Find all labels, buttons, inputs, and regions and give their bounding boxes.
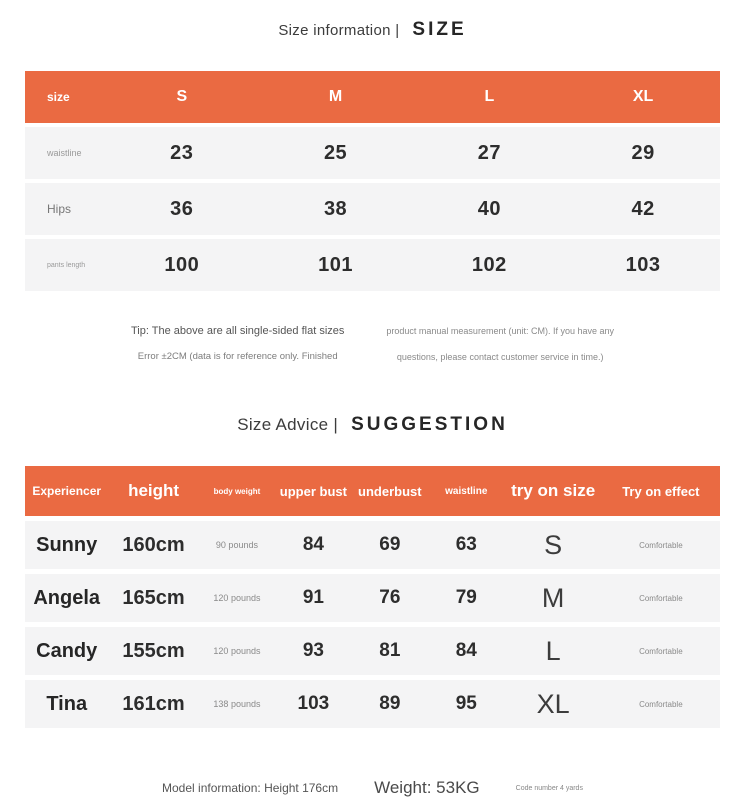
advice-title-text: Size Advice | <box>237 415 339 434</box>
col-try-on-effect: Try on effect <box>622 483 700 499</box>
tip-left-column <box>131 318 344 370</box>
cell-body-weight: 120 pounds <box>213 593 261 603</box>
cell-body-weight: 90 pounds <box>215 540 258 550</box>
cell-try-on-effect: Comfortable <box>639 593 683 603</box>
cell-try-on-effect: Comfortable <box>639 646 683 656</box>
cell-name: Candy <box>36 639 98 662</box>
cell-try-on-effect: Comfortable <box>639 699 683 709</box>
advice-table-header <box>25 466 720 516</box>
size-col-m: M <box>328 88 343 105</box>
size-title-text: Size information | <box>278 22 400 39</box>
cell-value: 102 <box>471 253 507 276</box>
size-table <box>25 71 720 291</box>
cell-waistline: 84 <box>455 640 477 661</box>
table-row-waistline <box>25 127 720 179</box>
advice-row-sunny <box>25 521 720 569</box>
size-title-strong: SIZE <box>412 19 467 40</box>
cell-try-on-effect: Comfortable <box>639 540 683 550</box>
tip-line: product manual measurement (unit: CM). If you have any <box>386 326 614 336</box>
size-col-s: S <box>176 88 188 105</box>
tip-right-column <box>386 318 614 370</box>
cell-upper-bust: 84 <box>302 534 324 555</box>
advice-title-strong: SUGGESTION <box>351 414 508 435</box>
cell-try-on-size: XL <box>536 688 570 719</box>
table-row-pants-length <box>25 239 720 291</box>
cell-underbust: 76 <box>379 587 401 608</box>
advice-row-tina <box>25 680 720 728</box>
model-info-text: Model information: Height 176cm <box>162 781 339 795</box>
col-body-weight: body weight <box>213 486 261 496</box>
model-info-footer <box>0 778 745 798</box>
advice-section-title <box>0 414 745 436</box>
cell-body-weight: 138 pounds <box>213 699 261 709</box>
cell-value: 103 <box>625 253 661 276</box>
cell-height: 155cm <box>122 639 185 662</box>
cell-value: 29 <box>631 141 655 164</box>
cell-body-weight: 120 pounds <box>213 646 261 656</box>
cell-waistline: 95 <box>455 693 477 714</box>
model-weight: Weight: 53KG <box>374 778 480 797</box>
cell-try-on-size: S <box>544 529 563 560</box>
cell-value: 27 <box>477 141 501 164</box>
advice-row-angela <box>25 574 720 622</box>
col-try-on-size: try on size <box>511 481 596 500</box>
tip-line: Tip: The above are all single-sided flat sizes <box>131 325 345 337</box>
cell-value: 42 <box>631 197 655 220</box>
cell-upper-bust: 91 <box>302 587 324 608</box>
model-code: Code number 4 yards <box>515 784 583 792</box>
cell-upper-bust: 103 <box>297 693 330 714</box>
cell-waistline: 79 <box>455 587 477 608</box>
advice-row-candy <box>25 627 720 675</box>
size-table-corner-label: size <box>47 90 70 104</box>
row-label: Hips <box>47 202 72 216</box>
cell-underbust: 69 <box>379 534 401 555</box>
cell-underbust: 81 <box>379 640 401 661</box>
advice-table <box>25 466 720 728</box>
col-upper-bust: upper bust <box>279 483 347 499</box>
col-experiencer: Experiencer <box>32 484 102 498</box>
row-label: pants length <box>47 261 86 269</box>
cell-upper-bust: 93 <box>302 640 324 661</box>
tip-line: Error ±2CM (data is for reference only. Finished <box>137 351 338 362</box>
row-label: waistline <box>47 148 82 158</box>
col-waistline: waistline <box>445 485 488 497</box>
size-col-l: L <box>484 88 495 105</box>
cell-try-on-size: M <box>541 582 565 613</box>
cell-value: 100 <box>164 253 200 276</box>
col-underbust: underbust <box>358 483 422 499</box>
cell-try-on-size: L <box>545 635 561 666</box>
tip-line: questions, please contact customer service in time.) <box>396 352 604 362</box>
cell-height: 165cm <box>122 586 185 609</box>
cell-value: 36 <box>170 197 194 220</box>
cell-name: Sunny <box>36 533 98 556</box>
size-col-xl: XL <box>632 88 654 105</box>
cell-name: Angela <box>33 586 101 609</box>
col-height: height <box>128 481 180 500</box>
cell-name: Tina <box>46 692 88 715</box>
size-table-header <box>25 71 720 123</box>
cell-underbust: 89 <box>379 693 401 714</box>
cell-height: 161cm <box>122 692 185 715</box>
table-row-hips <box>25 183 720 235</box>
cell-value: 101 <box>318 253 353 276</box>
tip-note <box>0 318 745 370</box>
cell-value: 40 <box>477 197 501 220</box>
cell-value: 25 <box>323 141 348 164</box>
size-section-title <box>0 0 745 41</box>
cell-height: 160cm <box>122 533 185 556</box>
cell-waistline: 63 <box>455 534 477 555</box>
cell-value: 38 <box>323 197 348 220</box>
cell-value: 23 <box>170 141 194 164</box>
